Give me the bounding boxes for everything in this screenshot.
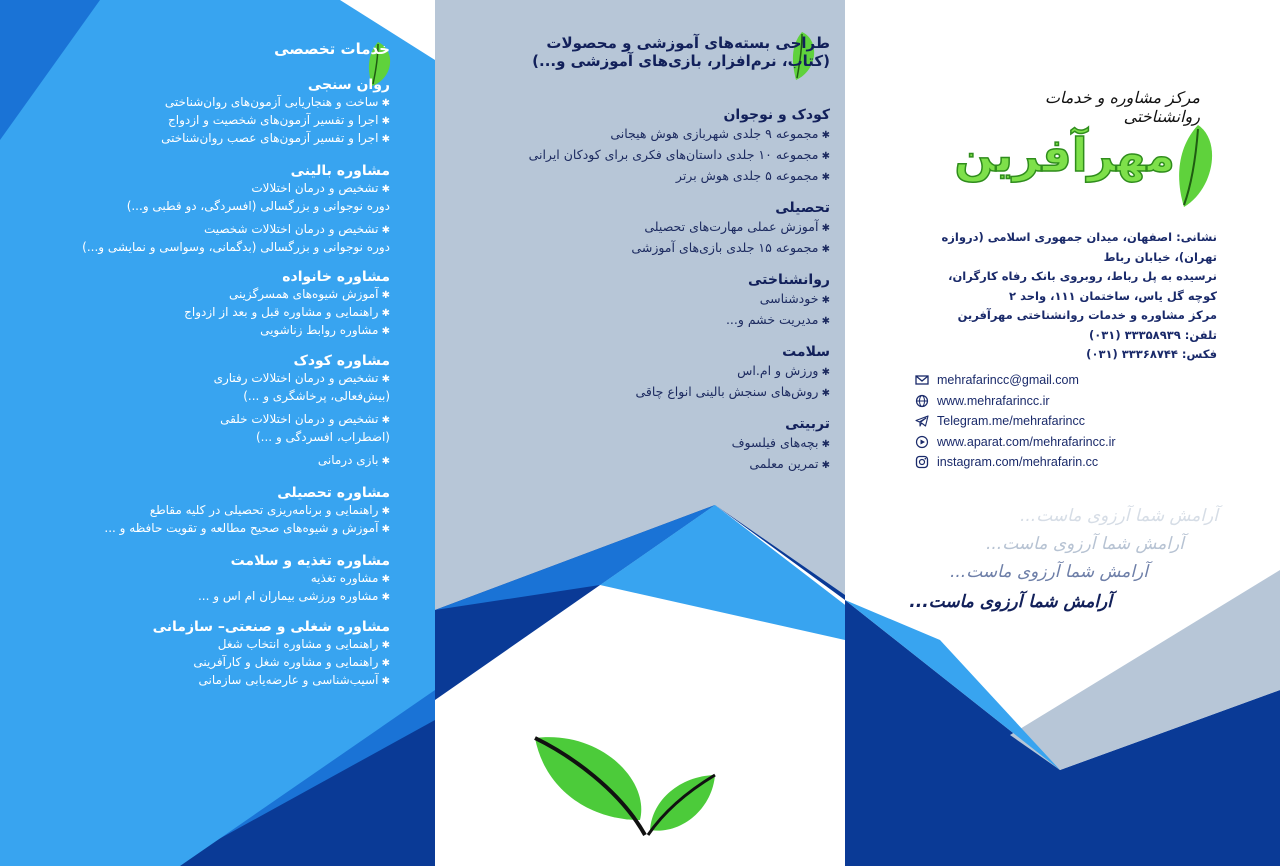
service-item: ✱ بازی درمانی: [60, 452, 390, 470]
email-icon: [915, 373, 929, 387]
address-line: مرکز مشاوره و خدمات روانشناختی مهرآفرین: [957, 308, 1217, 322]
service-section-title: مشاوره بالینی: [290, 163, 390, 179]
service-item: ✱ آموزش و شیوه‌های صحیح مطالعه و تقویت حافظه و ...: [60, 520, 390, 538]
service-section-title: مشاوره کودک: [293, 353, 390, 369]
service-item: ✱ تشخیص و درمان اختلالات: [60, 180, 390, 198]
service-item-continuation: دوره نوجوانی و بزرگسالی (افسردگی، دو قطبی و...): [126, 199, 390, 213]
services-header: خدمات تخصصی: [274, 40, 390, 58]
service-item: ✱ مشاوره روابط زناشویی: [60, 322, 390, 340]
product-item: ✱ مجموعه ۹ جلدی شهربازی هوش هیجانی: [500, 124, 830, 145]
contact-row[interactable]: [915, 452, 1215, 473]
product-item: ✱ خودشناسی: [500, 289, 830, 310]
products-title-line2: (کتاب، نرم‌افزار، بازی‌های آموزشی و...): [532, 52, 830, 70]
service-section: [60, 352, 390, 470]
service-item: ✱ تشخیص و درمان اختلالات خلقی: [60, 411, 390, 429]
service-item: ✱ راهنمایی و برنامه‌ریزی تحصیلی در کلیه مقاطع: [60, 502, 390, 520]
contact-text[interactable]: Telegram.me/mehrafarincc: [937, 414, 1085, 429]
product-item: ✱ تمرین معلمی: [500, 454, 830, 475]
address-line: نشانی: اصفهان، میدان جمهوری اسلامی (دروازه تهران)، خیابان رباط: [941, 230, 1217, 264]
product-section-title: کودک و نوجوان: [723, 107, 830, 123]
middle-panel: [500, 34, 830, 487]
product-item: ✱ مجموعه ۱۵ جلدی بازی‌های آموزشی: [500, 238, 830, 259]
contact-row[interactable]: [915, 411, 1215, 432]
service-section: [60, 552, 390, 606]
service-item-continuation: (بیش‌فعالی، پرخاشگری و ...): [243, 389, 390, 403]
slogan-faded-2: آرامش شما آرزوی ماست...: [986, 534, 1184, 554]
slogan: آرامش شما آرزوی ماست...: [909, 592, 1112, 612]
service-section-title: مشاوره شغلی و صنعتی– سازمانی: [152, 619, 390, 635]
service-item: ✱ اجرا و تفسیر آزمون‌های عصب روان‌شناختی: [60, 130, 390, 148]
phone-line: تلفن: ۳۳۳۵۸۹۳۹ (۰۳۱): [1089, 327, 1217, 342]
product-section: [500, 106, 830, 187]
service-item: ✱ راهنمایی و مشاوره قبل و بعد از ازدواج: [60, 304, 390, 322]
product-section: [500, 271, 830, 331]
address-line: کوچه گل یاس، ساختمان ۱۱۱، واحد ۲: [1009, 288, 1217, 303]
contact-row[interactable]: [915, 432, 1215, 453]
telegram-icon: [915, 414, 929, 428]
contact-text[interactable]: www.aparat.com/mehrafarincc.ir: [937, 434, 1116, 449]
product-section-title: سلامت: [782, 344, 830, 360]
globe-icon: [915, 394, 929, 408]
service-item: ✱ آموزش شیوه‌های همسرگزینی: [60, 286, 390, 304]
service-item: ✱ اجرا و تفسیر آزمون‌های شخصیت و ازدواج: [60, 112, 390, 130]
contact-text[interactable]: instagram.com/mehrafarin.cc: [937, 455, 1099, 470]
service-item: ✱ مشاوره ورزشی بیماران ام اس و ...: [60, 588, 390, 606]
service-item: ✱ مشاوره تغذیه: [60, 570, 390, 588]
service-section: [60, 618, 390, 690]
product-item: ✱ ورزش و ام.اس: [500, 361, 830, 382]
service-item: ✱ تشخیص و درمان اختلالات رفتاری: [60, 370, 390, 388]
product-section-title: روانشناختی: [747, 272, 830, 288]
contact-text[interactable]: www.mehrafarincc.ir: [937, 393, 1050, 408]
contact-row[interactable]: [915, 370, 1215, 391]
slogan-faded-3: آرامش شما آرزوی ماست...: [950, 562, 1148, 582]
contact-row[interactable]: [915, 391, 1215, 412]
play-icon: [915, 435, 929, 449]
product-section: [500, 415, 830, 475]
product-section-title: تحصیلی: [775, 200, 830, 216]
product-item: ✱ بچه‌های فیلسوف: [500, 433, 830, 454]
instagram-icon: [915, 455, 929, 469]
product-item: ✱ مدیریت خشم و...: [500, 310, 830, 331]
product-item: ✱ مجموعه ۱۰ جلدی داستان‌های فکری برای کودکان ایرانی: [500, 145, 830, 166]
product-item: ✱ روش‌های سنجش بالینی انواع چاقی: [500, 382, 830, 403]
product-section-title: تربیتی: [785, 416, 830, 432]
products-title-line1: طراحی بسته‌های آموزشی و محصولات: [546, 34, 830, 52]
service-item: ✱ راهنمایی و مشاوره شغل و کارآفرینی: [60, 654, 390, 672]
service-section-title: مشاوره تغذیه و سلامت: [230, 553, 390, 569]
phone-line: فکس: ۳۳۳۶۸۷۴۴ (۰۳۱): [1086, 347, 1217, 361]
left-panel: [60, 40, 390, 690]
service-item: ✱ ساخت و هنجاریابی آزمون‌های روان‌شناختی: [60, 94, 390, 112]
center-name: مرکز مشاوره و خدمات روانشناختی: [1044, 88, 1200, 126]
service-section-title: مشاوره تحصیلی: [277, 485, 390, 501]
contact-list: [915, 370, 1215, 473]
service-item: ✱ راهنمایی و مشاوره انتخاب شغل: [60, 636, 390, 654]
service-section: [60, 76, 390, 148]
product-section: [500, 199, 830, 259]
service-item-continuation: (اضطراب، افسردگی و ...): [256, 430, 390, 444]
service-section: [60, 268, 390, 340]
service-section-title: روان سنجی: [307, 77, 390, 93]
service-section: [60, 162, 390, 256]
product-section: [500, 343, 830, 403]
product-item: ✱ آموزش عملی مهارت‌های تحصیلی: [500, 217, 830, 238]
slogan-faded-1: آرامش شما آرزوی ماست...: [1020, 506, 1218, 526]
products-list: [500, 106, 830, 475]
services-list: [60, 76, 390, 690]
address-line: نرسیده به پل رباط، روبروی بانک رفاه کارگران،: [948, 269, 1217, 283]
service-section: [60, 484, 390, 538]
service-section-title: مشاوره خانواده: [282, 269, 390, 285]
product-item: ✱ مجموعه ۵ جلدی هوش برتر: [500, 166, 830, 187]
logo-text: مهرآفرین: [954, 128, 1175, 182]
contact-text[interactable]: mehrafarincc@gmail.com: [937, 373, 1079, 388]
service-item-continuation: دوره نوجوانی و بزرگسالی (بدگمانی، وسواسی و نمایشی و...): [82, 240, 390, 254]
service-item: ✱ آسیب‌شناسی و عارضه‌یابی سازمانی: [60, 672, 390, 690]
address-block: [905, 228, 1217, 365]
service-item: ✱ تشخیص و درمان اختلالات شخصیت: [60, 221, 390, 239]
